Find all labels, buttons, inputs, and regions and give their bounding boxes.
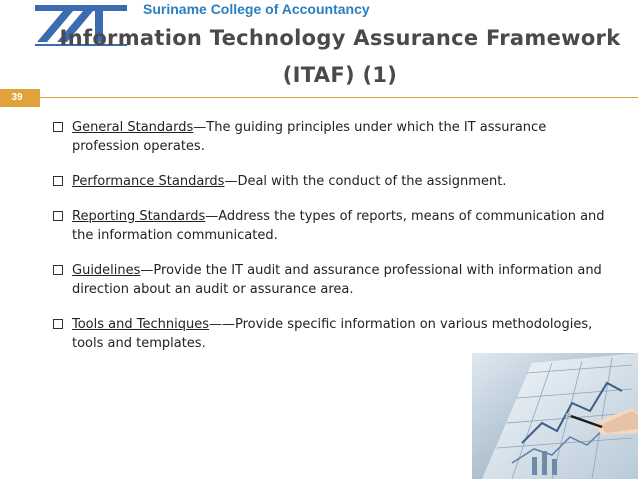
bullet-separator: ——	[208, 317, 235, 332]
list-item	[52, 207, 612, 245]
slide-number: 39	[11, 92, 23, 103]
bullet-term: General Standards	[72, 120, 194, 135]
bullet-description: The guiding principles under which the IT assurance profession operates.	[72, 120, 547, 154]
page-title	[40, 20, 638, 94]
bullet-term: Guidelines	[72, 263, 141, 278]
title-line-2: (ITAF) (1)	[282, 63, 398, 87]
bullet-term: Tools and Techniques	[72, 317, 209, 332]
list-item	[52, 118, 612, 156]
bullet-term: Performance Standards	[72, 174, 225, 189]
list-item	[52, 261, 612, 299]
bullet-term: Reporting Standards	[72, 209, 206, 224]
title-line-1: Information Technology Assurance Framework	[59, 26, 621, 50]
bullet-list	[52, 108, 612, 353]
bullet-separator: —	[193, 120, 207, 135]
bullet-description: Provide specific information on various methodologies, tools and templates.	[72, 317, 593, 351]
bullet-separator: —	[140, 263, 154, 278]
square-bullet-icon	[53, 211, 63, 221]
college-name: Suriname College of Accountancy	[143, 1, 370, 17]
bullet-description: Provide the IT audit and assurance professional with information and direction about an audit or assurance area.	[72, 263, 602, 297]
list-item	[52, 315, 612, 353]
bullet-separator: —	[205, 209, 219, 224]
bullet-description: Address the types of reports, means of communication and the information communicated.	[72, 209, 605, 243]
square-bullet-icon	[53, 122, 63, 132]
square-bullet-icon	[53, 319, 63, 329]
square-bullet-icon	[53, 176, 63, 186]
bullet-description: Deal with the conduct of the assignment.	[237, 174, 507, 189]
chart-analysis-photo	[472, 353, 638, 479]
bullet-separator: —	[224, 174, 238, 189]
square-bullet-icon	[53, 265, 63, 275]
stock-photo-icon	[472, 353, 638, 479]
divider-line	[40, 97, 638, 98]
list-item	[52, 172, 612, 191]
